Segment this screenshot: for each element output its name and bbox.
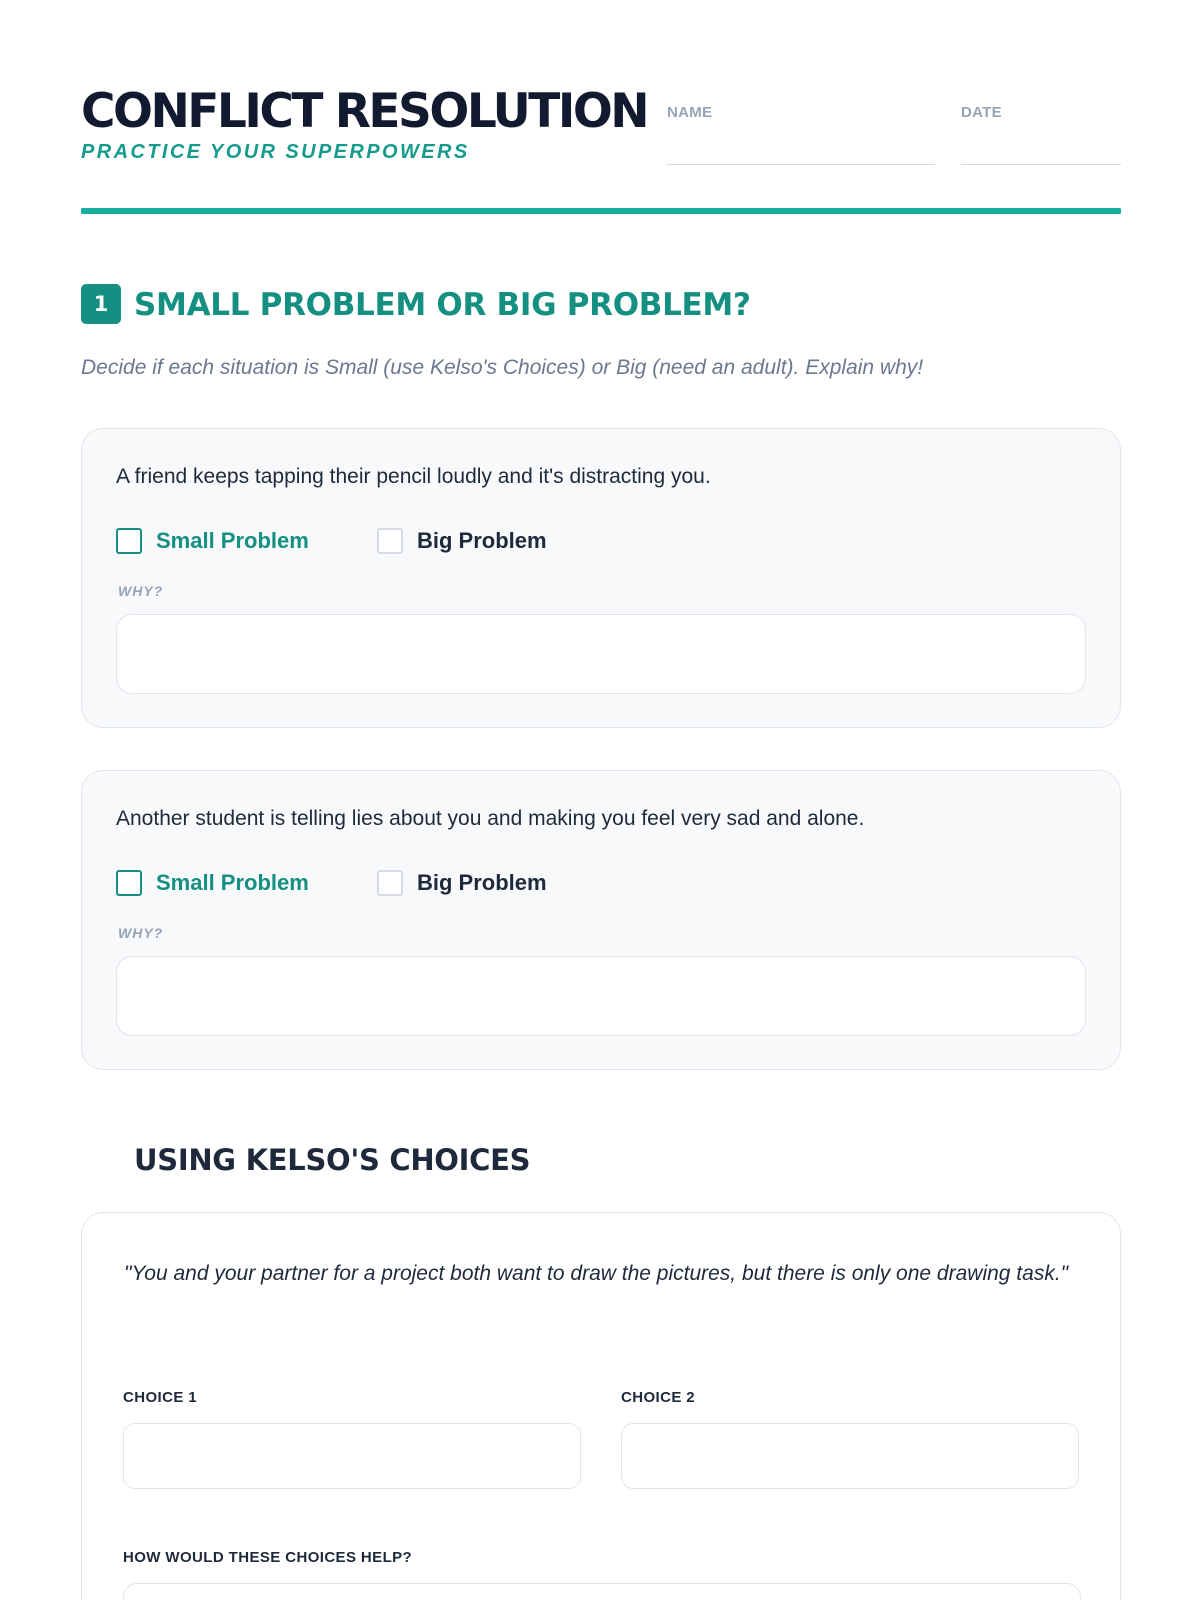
situation-card xyxy=(81,770,1121,1070)
small-problem-checkbox[interactable] xyxy=(116,870,142,896)
why-label: WHY? xyxy=(118,925,164,941)
big-problem-checkbox[interactable] xyxy=(377,528,403,554)
big-problem-option[interactable] xyxy=(377,869,547,897)
page-subtitle: PRACTICE YOUR SUPERPOWERS xyxy=(81,141,470,163)
choice-2-input[interactable] xyxy=(621,1423,1079,1489)
small-problem-checkbox[interactable] xyxy=(116,528,142,554)
kelsos-choices-card xyxy=(81,1212,1121,1600)
name-label: NAME xyxy=(667,104,713,121)
small-problem-option[interactable] xyxy=(116,527,309,555)
name-line[interactable] xyxy=(667,164,935,165)
big-problem-checkbox[interactable] xyxy=(377,870,403,896)
date-field[interactable] xyxy=(961,104,1121,121)
small-problem-label: Small Problem xyxy=(156,528,309,553)
why-input[interactable] xyxy=(116,956,1086,1036)
worksheet-header xyxy=(81,84,1121,214)
why-label: WHY? xyxy=(118,583,164,599)
help-answer-input[interactable] xyxy=(123,1583,1081,1600)
situation-card xyxy=(81,428,1121,728)
section-number-badge: 1 xyxy=(81,284,121,324)
big-problem-label: Big Problem xyxy=(417,870,547,895)
scenario-quote: "You and your partner for a project both want to draw the pictures, but there is only one drawing task." xyxy=(124,1262,1069,1285)
big-problem-option[interactable] xyxy=(377,527,547,555)
choice-1-input[interactable] xyxy=(123,1423,581,1489)
big-problem-label: Big Problem xyxy=(417,528,547,553)
small-problem-label: Small Problem xyxy=(156,870,309,895)
why-input[interactable] xyxy=(116,614,1086,694)
page-title: CONFLICT RESOLUTION xyxy=(81,84,648,139)
choice-2-label: CHOICE 2 xyxy=(621,1389,696,1406)
section-title-kelsos-choices: USING KELSO'S CHOICES xyxy=(134,1143,531,1177)
section-title: SMALL PROBLEM OR BIG PROBLEM? xyxy=(134,287,751,323)
choice-1-label: CHOICE 1 xyxy=(123,1389,198,1406)
situation-text: Another student is telling lies about you and making you feel very sad and alone. xyxy=(116,807,865,830)
name-field[interactable] xyxy=(667,104,935,121)
small-problem-option[interactable] xyxy=(116,869,309,897)
header-divider xyxy=(81,208,1121,214)
help-question-label: HOW WOULD THESE CHOICES HELP? xyxy=(123,1549,413,1566)
situation-text: A friend keeps tapping their pencil loudly and it's distracting you. xyxy=(116,465,711,488)
section-instructions: Decide if each situation is Small (use Kelso's Choices) or Big (need an adult). Explain why! xyxy=(81,356,924,379)
date-line[interactable] xyxy=(961,164,1121,165)
date-label: DATE xyxy=(961,104,1002,121)
